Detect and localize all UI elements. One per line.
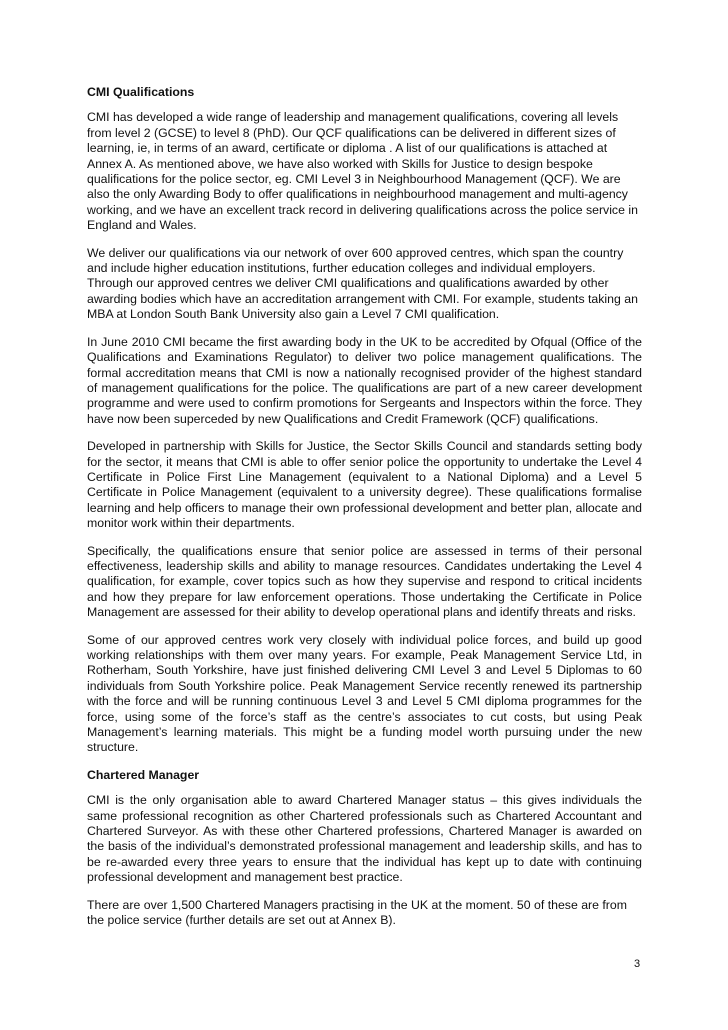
paragraph: Some of our approved centres work very closely with individual police forces, and build up good working relationships with them over many years. For example, Peak Management Service Ltd, in Rotherham, South Yorkshire, have just finished delivering CMI Level 3 and Level 5 Diplomas to 60 individuals from South Yorkshire police. Peak Management Service recently renewed its partnership with the force and will be running continuous Level 3 and Level 5 CMI diploma programmes for the force, using some of the force’s staff as the centre’s associates to cut costs, but using Peak Management’s learning materials. This might be a funding model worth pursuing under the new structure. [87, 632, 642, 755]
paragraph: CMI is the only organisation able to award Chartered Manager status – this gives individuals the same professional recognition as other Chartered professionals such as Chartered Accountant and Chartered Surveyor. As with these other Chartered professions, Chartered Manager is awarded on the basis of the individual’s demonstrated professional management and leadership skills, and has to be re-awarded every three years to ensure that the individual has kept up to date with continuing professional development and management best practice. [87, 793, 642, 885]
paragraph: CMI has developed a wide range of leadership and management qualifications, covering all levels from level 2 (GCSE) to level 8 (PhD). Our QCF qualifications can be delivered in different sizes of learning, ie, in terms of an award, certificate or diploma . A list of our qualifications is attached at Annex A. As mentioned above, we have also worked with Skills for Justice to design bespoke qualifications for the police sector, eg. CMI Level 3 in Neighbourhood Management (QCF). We are also the only Awarding Body to offer qualifications in neighbourhood management and multi-agency working, and we have an excellent track record in delivering qualifications across the police service in England and Wales. [87, 110, 638, 233]
section-heading-cmi-qualifications: CMI Qualifications [87, 85, 195, 99]
paragraph: Developed in partnership with Skills for Justice, the Sector Skills Council and standards setting body for the sector, it means that CMI is able to offer senior police the opportunity to undertake the Level 4 Certificate in Police First Line Management (equivalent to a National Diploma) and a Level 5 Certificate in Police Management (equivalent to a university degree). These qualifications formalise learning and help officers to manage their own professional development and better plan, allocate and monitor work within their departments. [87, 439, 642, 531]
paragraph: There are over 1,500 Chartered Managers practising in the UK at the moment. 50 of these are from the police service (further details are set out at Annex B). [87, 897, 627, 928]
paragraph: Specifically, the qualifications ensure that senior police are assessed in terms of their personal effectiveness, leadership skills and ability to manage resources. Candidates undertaking the Level 4 qualification, for example, cover topics such as how they supervise and respond to critical incidents and how they prepare for law enforcement operations. Those undertaking the Certificate in Police Management are assessed for their ability to develop operational plans and identify threats and risks. [87, 543, 642, 620]
paragraph: In June 2010 CMI became the first awarding body in the UK to be accredited by Ofqual (Office of the Qualifications and Examinations Regulator) to deliver two police management qualifications. The formal accreditation means that CMI is now a nationally recognised provider of the highest standard of management qualifications for the police. The qualifications are part of a new career development programme and were used to confirm promotions for Sergeants and Inspectors within the force. They have now been superceded by new Qualifications and Credit Framework (QCF) qualifications. [87, 334, 642, 426]
section-heading-chartered-manager: Chartered Manager [87, 767, 200, 782]
page-body [87, 85, 642, 941]
paragraph: We deliver our qualifications via our network of over 600 approved centres, which span the country and include higher education institutions, further education colleges and individual employers. Through our approved centres we deliver CMI qualifications and qualifications awarded by other awarding bodies which have an accreditation arrangement with CMI. For example, students taking an MBA at London South Bank University also gain a Level 7 CMI qualification. [87, 245, 638, 322]
page-number: 3 [634, 958, 641, 970]
